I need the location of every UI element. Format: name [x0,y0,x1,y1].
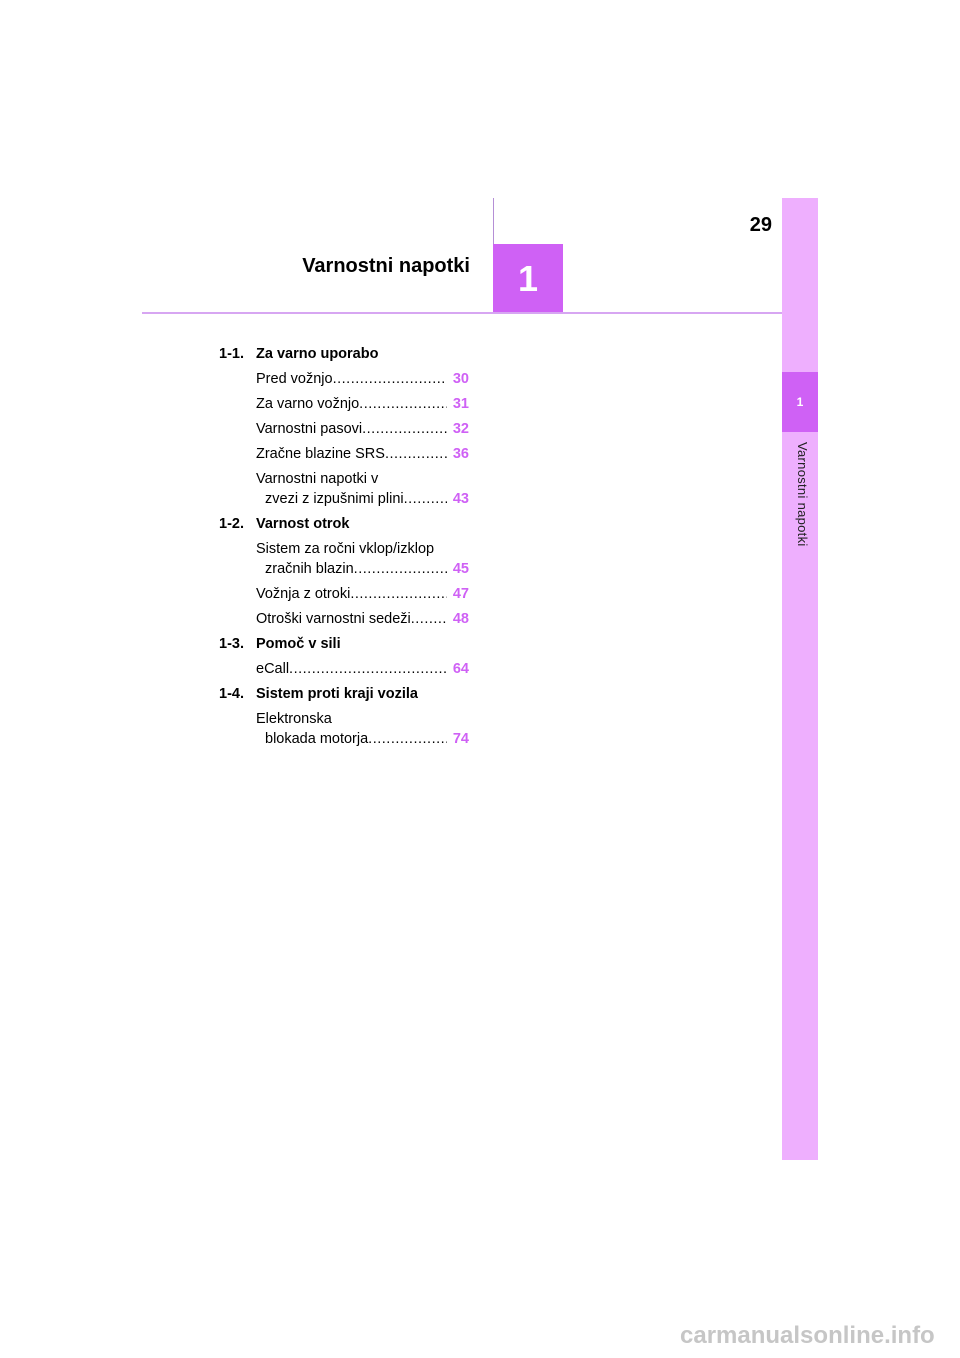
toc-section [219,514,469,629]
toc-section [219,344,469,509]
toc-entry-text: Pred vožnjo [256,371,333,387]
toc-dot-leader [354,559,447,579]
toc-entry-text: Za varno vožnjo [256,396,360,412]
toc-section-number: 1-4. [219,686,244,702]
toc-section-heading[interactable] [219,344,469,364]
toc-entry[interactable] [256,584,469,604]
toc-section-number: 1-3. [219,636,244,652]
toc-dot-leader [359,394,447,414]
toc-dot-leader [289,659,447,679]
chapter-number-box: 1 [493,244,563,313]
toc-page-ref[interactable]: 43 [452,491,469,507]
toc-entry[interactable] [256,539,469,579]
toc-section-title: Za varno uporabo [256,346,379,362]
toc-section-number: 1-2. [219,516,244,532]
toc-section [219,684,469,749]
page-title: Varnostni napotki [302,255,470,277]
toc-entry-text: Varnostni napotki v [256,471,379,487]
toc-entry[interactable] [256,444,469,464]
toc-entry-text: Elektronska [256,711,332,727]
toc-entry[interactable] [256,369,469,389]
header-divider [493,198,494,244]
toc-entry[interactable] [256,394,469,414]
table-of-contents [219,344,469,754]
toc-section-heading[interactable] [219,514,469,534]
page-number: 29 [749,214,772,236]
toc-page-ref[interactable]: 64 [452,661,469,677]
toc-section-heading[interactable] [219,684,469,704]
toc-entry[interactable] [256,419,469,439]
toc-entry-text: eCall [256,661,290,677]
toc-entry-text: zvezi z izpušnimi plini [265,491,404,507]
toc-page-ref[interactable]: 47 [452,586,469,602]
toc-entry-text: Varnostni pasovi [256,421,363,437]
toc-dot-leader [368,729,447,749]
toc-dot-leader [362,419,447,439]
toc-entry[interactable] [256,469,469,509]
toc-page-ref[interactable]: 31 [452,396,469,412]
toc-entry[interactable] [256,709,469,749]
toc-entry-text: Zračne blazine SRS [256,446,385,462]
side-tab-label: Varnostni napotki [795,442,810,547]
toc-dot-leader [404,489,447,509]
toc-section [219,634,469,679]
toc-page-ref[interactable]: 32 [452,421,469,437]
header-rule [142,312,782,314]
toc-entry-text: Vožnja z otroki [256,586,351,602]
toc-dot-leader [411,609,447,629]
toc-entry[interactable] [256,659,469,679]
toc-page-ref[interactable]: 48 [452,611,469,627]
toc-section-title: Pomoč v sili [256,636,341,652]
toc-section-number: 1-1. [219,346,244,362]
toc-page-ref[interactable]: 36 [452,446,469,462]
toc-dot-leader [333,369,447,389]
toc-section-title: Sistem proti kraji vozila [256,686,418,702]
side-tab [782,198,818,1160]
toc-entry[interactable] [256,609,469,629]
toc-dot-leader [385,444,447,464]
toc-dot-leader [350,584,447,604]
toc-entry-text: Sistem za ročni vklop/izklop [256,541,435,557]
toc-entry-text: Otroški varnostni sedeži [256,611,411,627]
side-tab-chapter-number[interactable]: 1 [782,372,818,432]
watermark-text: carmanualsonline.info [680,1322,935,1349]
toc-section-title: Varnost otrok [256,516,350,532]
toc-entry-text: zračnih blazin [265,561,354,577]
toc-page-ref[interactable]: 45 [452,561,469,577]
toc-page-ref[interactable]: 74 [452,731,469,747]
toc-entry-text: blokada motorja [265,731,369,747]
toc-section-heading[interactable] [219,634,469,654]
toc-page-ref[interactable]: 30 [452,371,469,387]
